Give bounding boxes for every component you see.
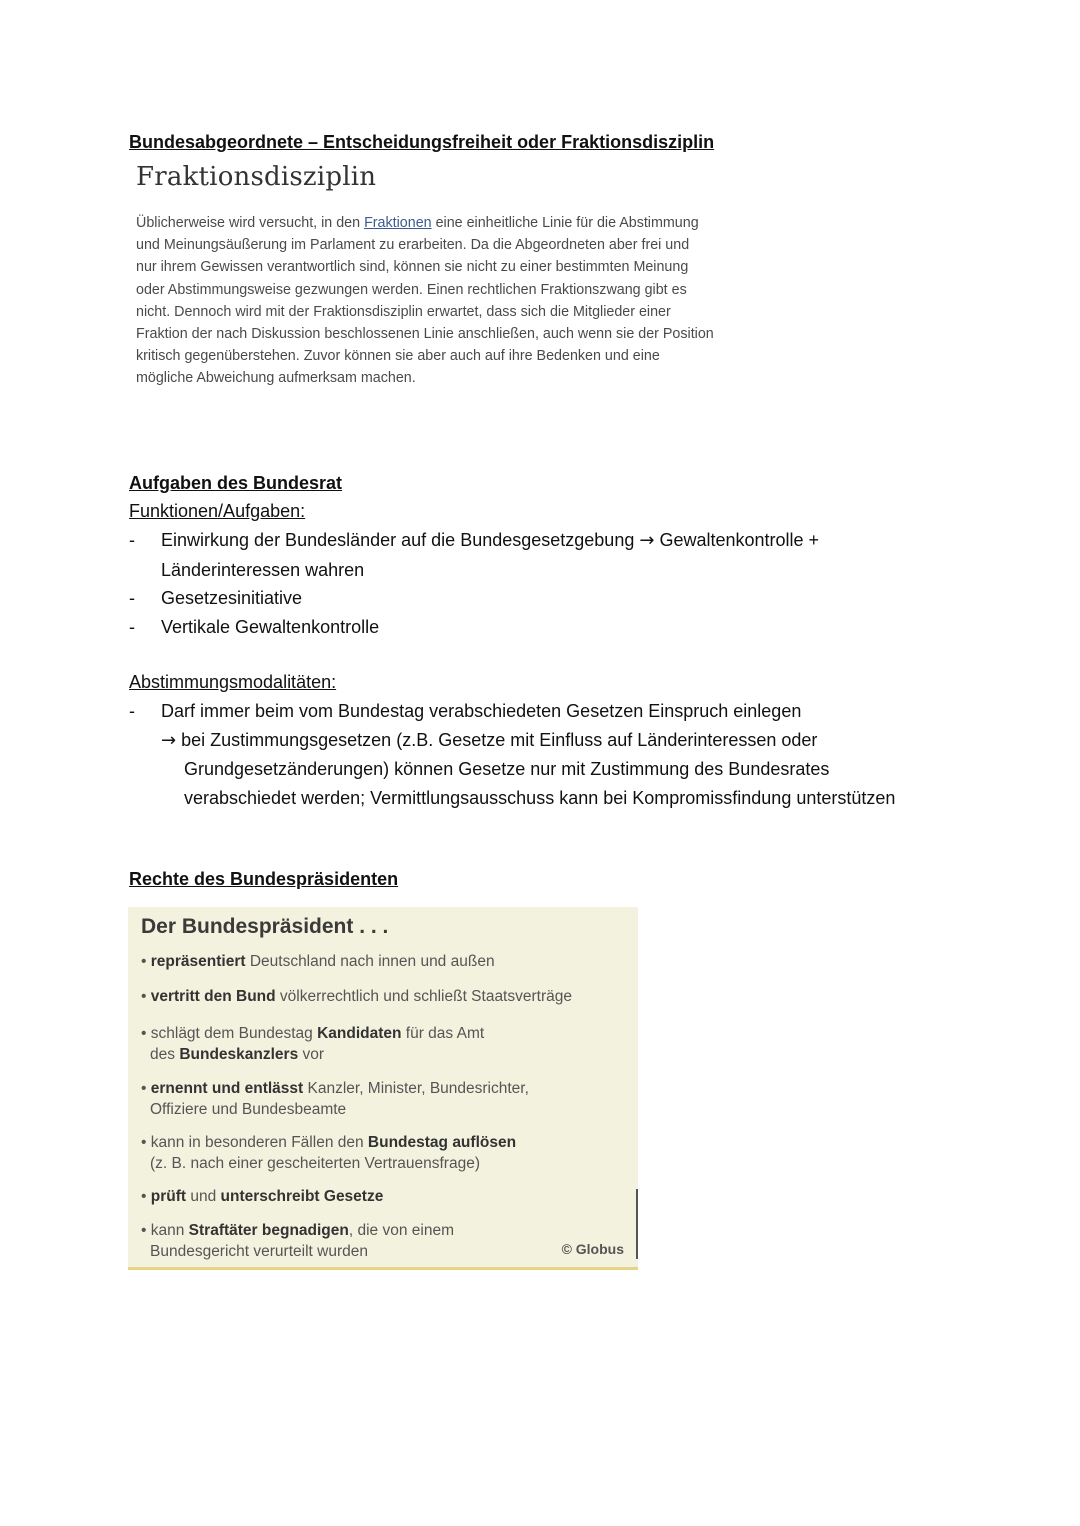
list-item-text: Vertikale Gewaltenkontrolle [161,616,380,637]
graphic-item: • kann Straftäter begnadigen, die von einem Bundesgericht verurteilt wurden [141,1222,454,1260]
graphic-item: • kann in besonderen Fällen den Bundestag auflösen (z. B. nach einer gescheiterten Vertrauensfrage) [141,1134,517,1172]
excerpt-line [136,212,756,234]
excerpt-text: Üblicherweise wird versucht, in den [136,215,365,231]
graphic-item: • prüft und unterschreibt Gesetze [141,1188,384,1205]
section-heading-bundespraesident: Rechte des Bundespräsidenten [129,869,399,889]
list-item-text: Einwirkung der Bundesländer auf die Bundesgesetzgebung → Gewaltenkontrolle + [161,530,820,551]
graphic-item: • ernennt und entlässt Kanzler, Minister, Bundesrichter, Offiziere und Bundesbeamte [141,1080,529,1118]
excerpt-line: oder Abstimmungsweise gezwungen werden. Einen rechtlichen Fraktionszwang gibt es [136,281,687,298]
bundespraesident-graphic [128,907,638,1270]
excerpt-line: Fraktion der nach Diskussion beschlossenen Linie anschließen, auch wenn sie der Position [136,326,714,343]
arrow-right-icon: → [161,729,177,751]
graphic-item: • repräsentiert Deutschland nach innen und außen [141,953,495,970]
sub-note-text: Grundgesetzänderungen) können Gesetze nur mit Zustimmung des Bundesrates [184,759,830,779]
sub-note [129,726,895,813]
subheading-abstimmung: Abstimmungsmodalitäten: [129,672,337,692]
arrow-right-icon: → [639,530,655,551]
section-heading-abgeordnete: Bundesabgeordnete – Entscheidungsfreiheit oder Fraktionsdisziplin [129,132,715,152]
fraktionsdisziplin-excerpt [136,162,756,390]
list-item-text: Länderinteressen wahren [161,559,365,580]
excerpt-line: und Meinungsäußerung im Parlament zu erarbeiten. Da die Abgeordneten aber frei und [136,237,690,254]
sub-note-text: verabschiedet werden; Vermittlungsausschuss kann bei Kompromissfindung unterstützen [184,787,896,808]
dash-bullet: - [129,701,135,721]
excerpt-line: nicht. Dennoch wird mit der Fraktionsdisziplin erwartet, dass sich die Mitglieder einer [136,303,671,320]
graphic-item: • schlägt dem Bundestag Kandidaten für das Amt des Bundeskanzlers vor [141,1025,485,1063]
list-item [129,526,819,584]
subheading-funktionen: Funktionen/Aufgaben: [129,501,306,521]
list-item [129,613,819,642]
list-item [129,584,819,613]
section-heading-bundesrat: Aufgaben des Bundesrat [129,473,343,493]
dash-bullet: - [129,588,135,608]
list-item [129,697,895,726]
dash-bullet: - [129,616,135,637]
fraktionen-link[interactable]: Fraktionen [364,215,432,231]
voting-list [129,697,895,812]
sub-note-text: → bei Zustimmungsgesetzen (z.B. Gesetze mit Einfluss auf Länderinteressen oder [161,729,818,751]
task-list [129,526,819,641]
graphic-item: • vertritt den Bund völkerrechtlich und schließt Staatsverträge [141,988,572,1005]
excerpt-body [136,212,756,390]
excerpt-line: nur ihrem Gewissen verantwortlich sind, können sie nicht zu einer bestimmten Meinung [136,259,689,276]
globus-credit: © Globus [561,1241,624,1257]
excerpt-title: Fraktionsdisziplin [136,162,377,192]
dash-bullet: - [129,530,135,550]
graphic-edge-bar [636,1189,638,1259]
excerpt-line: mögliche Abweichung aufmerksam machen. [136,370,416,387]
graphic-title: Der Bundespräsident . . . [141,915,389,938]
list-item-text: Gesetzesinitiative [161,588,303,608]
excerpt-line: kritisch gegenüberstehen. Zuvor können sie aber auch auf ihre Bedenken und eine [136,348,660,365]
excerpt-text: eine einheitliche Linie für die Abstimmung [431,215,699,231]
list-item-text: Darf immer beim vom Bundestag verabschiedeten Gesetzen Einspruch einlegen [161,701,802,721]
